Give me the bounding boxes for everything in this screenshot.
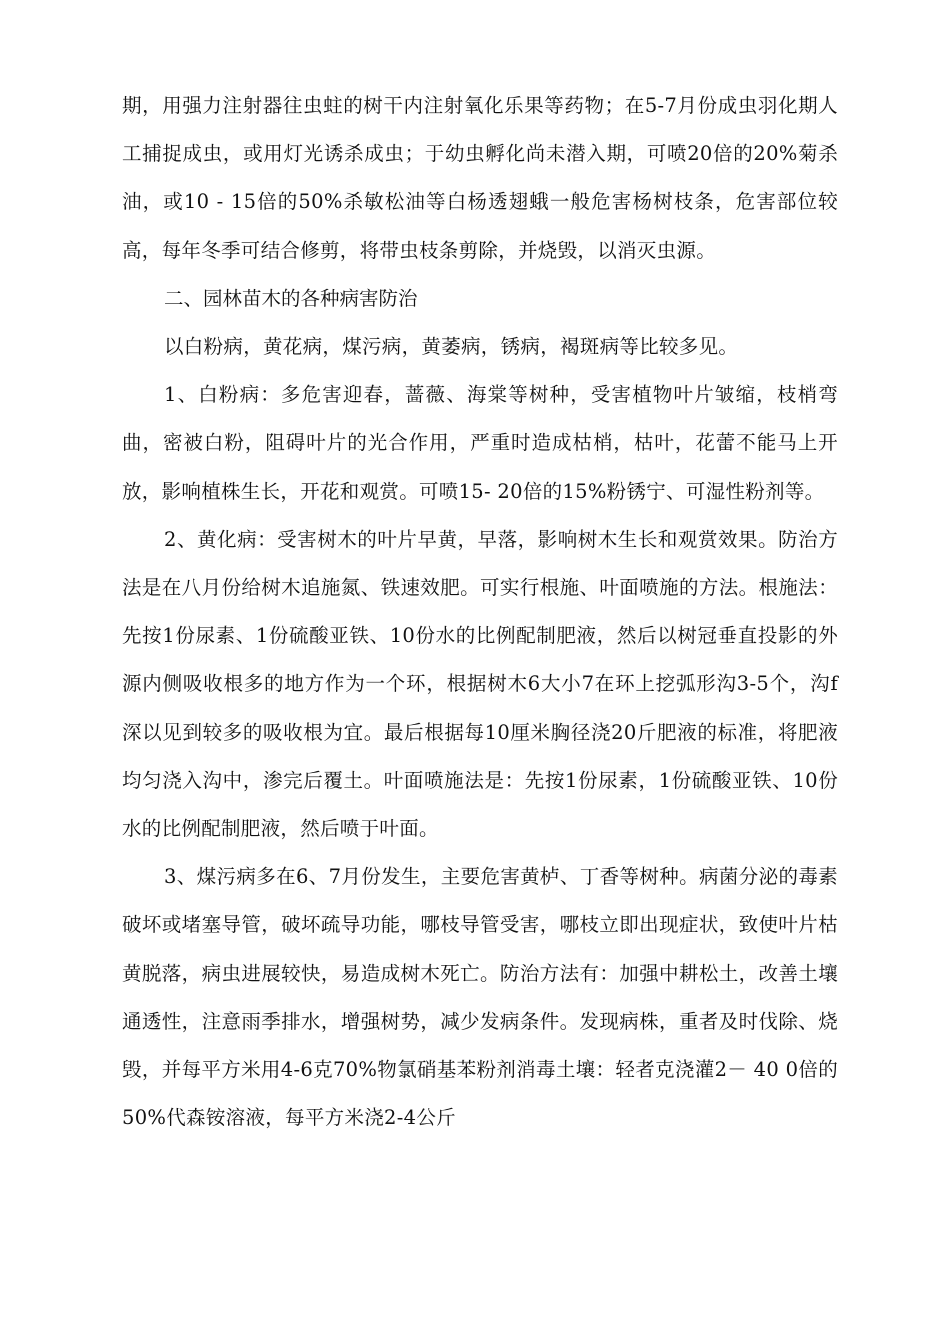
paragraph-powdery-mildew: 1、白粉病：多危害迎春，蔷薇、海棠等树种，受害植物叶片皱缩，枝梢弯曲，密被白粉，阻碍叶片的光合作用，严重时造成枯梢，枯叶，花蕾不能马上开放，影响植株生长，开花和观赏。可喷15- 20倍的15%粉锈宁、可湿性粉剂等。	[122, 383, 838, 503]
document-body	[122, 82, 838, 1142]
section-heading-disease-control: 二、园林苗木的各种病害防治	[164, 286, 418, 310]
paragraph-chlorosis: 2、黄化病：受害树木的叶片早黄，早落，影响树木生长和观赏效果。防治方法是在八月份给树木追施氮、铁速效肥。可实行根施、叶面喷施的方法。根施法：先按1份尿素、1份硫酸亚铁、10份水的比例配制肥液，然后以树冠垂直投影的外源内侧吸收根多的地方作为一个环，根据树木6大小7在环上挖弧形沟3-5个，沟f深以见到较多的吸收根为宜。最后根据每10厘米胸径浇20斤肥液的标准，将肥液均匀浇入沟中，渗完后覆土。叶面喷施法是：先按1份尿素，1份硫酸亚铁、10份水的比例配制肥液，然后喷于叶面。	[122, 527, 838, 841]
paragraph-pest-control-continued: 期，用强力注射器往虫蛀的树干内注射氧化乐果等药物；在5-7月份成虫羽化期人工捕捉成虫，或用灯光诱杀成虫；于幼虫孵化尚未潜入期，可喷20倍的20%菊杀油，或10 - 15倍的50%杀敏松油等白杨透翅蛾一般危害杨树枝条，危害部位较高，每年冬季可结合修剪，将带虫枝条剪除，并烧毁，以消灭虫源。	[122, 94, 838, 262]
paragraph-sooty-mold: 3、煤污病多在6、7月份发生，主要危害黄栌、丁香等树种。病菌分泌的毒素破坏或堵塞导管，破坏疏导功能，哪枝导管受害，哪枝立即出现症状，致使叶片枯黄脱落，病虫进展较快，易造成树木死亡。防治方法有：加强中耕松土，改善土壤通透性，注意雨季排水，增强树势，减少发病条件。发现病株，重者及时伐除、烧毁，并每平方米用4-6克70%物氯硝基苯粉剂消毒土壤：轻者克浇灌2－ 40 0倍的50%代森铵溶液，每平方米浇2-4公斤	[122, 865, 838, 1130]
paragraph-common-diseases: 以白粉病，黄花病，煤污病，黄萎病，锈病，褐斑病等比较多见。	[164, 335, 739, 359]
